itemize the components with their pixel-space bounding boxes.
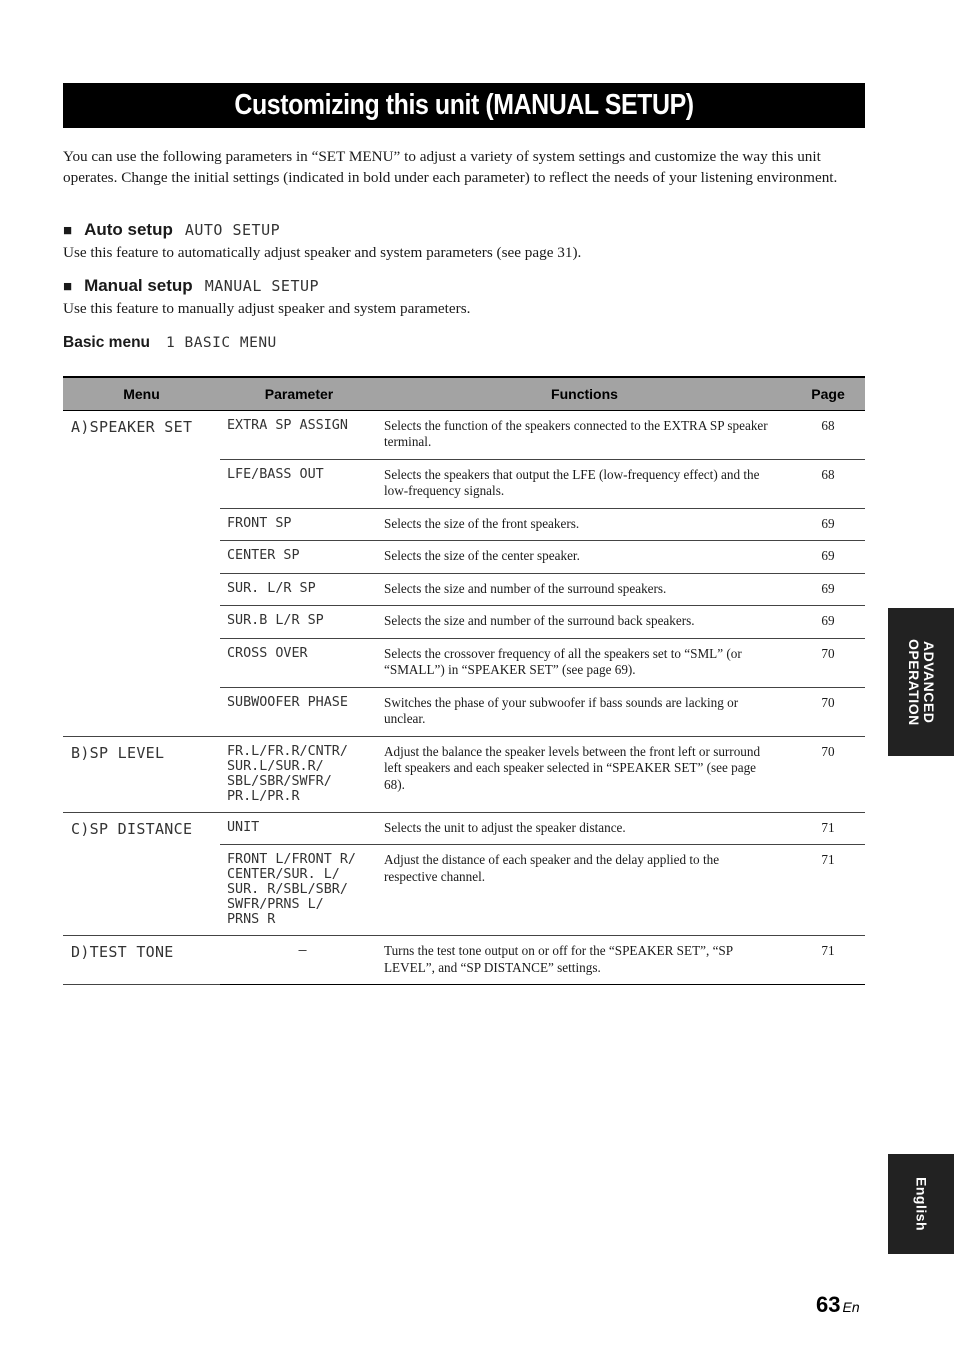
parameter-cell: FRONT L/FRONT R/ CENTER/SUR. L/ SUR. R/SBL/SBR/ SWFR/PRNS L/ PRNS R <box>220 845 378 936</box>
parameter-cell: SUBWOOFER PHASE <box>220 687 378 736</box>
function-cell: Selects the size and number of the surround speakers. <box>378 573 791 606</box>
manual-setup-heading <box>63 276 319 296</box>
basic-menu-heading <box>63 334 277 352</box>
manual-setup-text: Use this feature to manually adjust speaker and system parameters. <box>63 300 471 317</box>
page-cell: 71 <box>791 936 865 985</box>
header-parameter: Parameter <box>220 377 378 410</box>
page-cell: 70 <box>791 638 865 687</box>
page-cell: 71 <box>791 812 865 845</box>
header-functions: Functions <box>378 377 791 410</box>
function-cell: Selects the unit to adjust the speaker distance. <box>378 812 791 845</box>
function-cell: Turns the test tone output on or off for the “SPEAKER SET”, “SP LEVEL”, and “SP DISTANCE” settings. <box>378 936 791 985</box>
page-cell: 69 <box>791 508 865 541</box>
function-cell: Selects the size and number of the surround back speakers. <box>378 606 791 639</box>
header-menu: Menu <box>63 377 220 410</box>
side-tab-english <box>888 1154 954 1254</box>
side-tab-english-label: English <box>913 1176 930 1232</box>
menu-cell: B)SP LEVEL <box>63 736 220 812</box>
basic-menu-title: Basic menu <box>63 334 151 351</box>
menu-cell: C)SP DISTANCE <box>63 812 220 936</box>
page-cell: 70 <box>791 687 865 736</box>
square-bullet-icon: ■ <box>63 278 73 295</box>
page-cell: 68 <box>791 410 865 459</box>
parameter-cell: FR.L/FR.R/CNTR/ SUR.L/SUR.R/ SBL/SBR/SWFR/ PR.L/PR.R <box>220 736 378 812</box>
page-language: En <box>842 1299 860 1315</box>
table-row <box>63 736 865 812</box>
auto-setup-title: Auto setup <box>84 220 173 239</box>
page-number <box>816 1292 860 1318</box>
side-tab-advanced-label: ADVANCED OPERATION <box>906 638 937 726</box>
table-header-row <box>63 377 865 410</box>
auto-setup-display: AUTO SETUP <box>184 221 281 239</box>
manual-setup-display: MANUAL SETUP <box>204 277 320 295</box>
function-cell: Selects the function of the speakers connected to the EXTRA SP speaker terminal. <box>378 410 791 459</box>
parameter-cell: UNIT <box>220 812 378 845</box>
parameter-cell: SUR.B L/R SP <box>220 606 378 639</box>
page-cell: 71 <box>791 845 865 936</box>
page-title: Customizing this unit (MANUAL SETUP) <box>234 89 694 121</box>
parameter-cell: FRONT SP <box>220 508 378 541</box>
manual-setup-title: Manual setup <box>84 276 193 295</box>
parameter-cell: — <box>220 936 378 985</box>
table-row <box>63 936 865 985</box>
page-cell: 69 <box>791 573 865 606</box>
square-bullet-icon: ■ <box>63 222 73 239</box>
side-tab-advanced-operation <box>888 608 954 756</box>
parameter-cell: LFE/BASS OUT <box>220 459 378 508</box>
parameter-cell: CROSS OVER <box>220 638 378 687</box>
parameter-cell: SUR. L/R SP <box>220 573 378 606</box>
function-cell: Selects the speakers that output the LFE (low-frequency effect) and the low-frequency signals. <box>378 459 791 508</box>
intro-paragraph: You can use the following parameters in “SET MENU” to adjust a variety of system settings and customize the way this unit operates. Change the initial settings (indicated in bold under each parameter) to reflect the needs of your listening environment. <box>63 148 838 186</box>
function-cell: Selects the crossover frequency of all the speakers set to “SML” (or “SMALL”) in “SPEAKER SET” (see page 69). <box>378 638 791 687</box>
basic-menu-table <box>63 376 865 985</box>
auto-setup-text: Use this feature to automatically adjust speaker and system parameters (see page 31). <box>63 244 582 261</box>
basic-menu-display: 1 BASIC MENU <box>166 335 277 351</box>
page-cell: 69 <box>791 541 865 574</box>
parameter-cell: EXTRA SP ASSIGN <box>220 410 378 459</box>
function-cell: Adjust the balance the speaker levels between the front left or surround left speakers and each speaker selected in “SPEAKER SET” (see page 68). <box>378 736 791 812</box>
page-number-value: 63 <box>816 1292 841 1317</box>
table-row <box>63 812 865 845</box>
auto-setup-heading <box>63 220 280 240</box>
table-row <box>63 410 865 459</box>
page-cell: 70 <box>791 736 865 812</box>
page-cell: 69 <box>791 606 865 639</box>
function-cell: Selects the size of the center speaker. <box>378 541 791 574</box>
table-body <box>63 410 865 985</box>
menu-cell: A)SPEAKER SET <box>63 410 220 736</box>
function-cell: Adjust the distance of each speaker and the delay applied to the respective channel. <box>378 845 791 936</box>
page-title-bar <box>63 83 865 128</box>
function-cell: Switches the phase of your subwoofer if bass sounds are lacking or unclear. <box>378 687 791 736</box>
function-cell: Selects the size of the front speakers. <box>378 508 791 541</box>
parameter-cell: CENTER SP <box>220 541 378 574</box>
header-page: Page <box>791 377 865 410</box>
page-cell: 68 <box>791 459 865 508</box>
menu-cell: D)TEST TONE <box>63 936 220 985</box>
